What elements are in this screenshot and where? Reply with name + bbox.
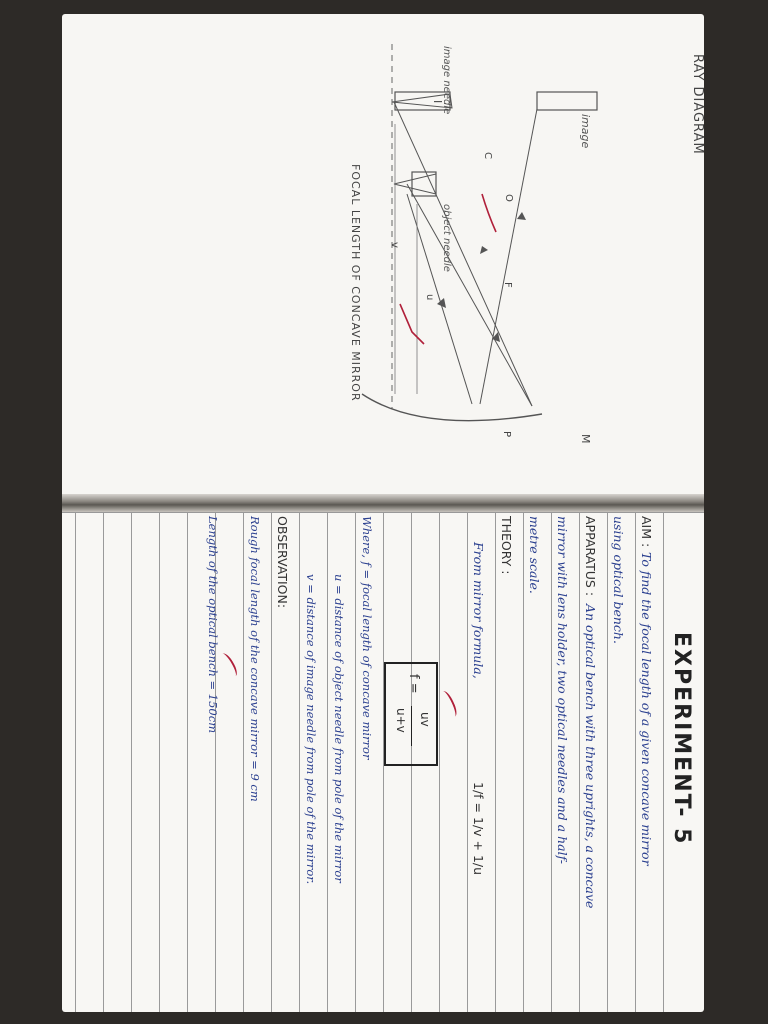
apparatus-text: An optical bench with three uprights, a concave — [583, 604, 598, 909]
caption-group — [349, 164, 362, 402]
experiment-heading: EXPERIMENT- 5 — [669, 632, 694, 846]
red-tick-2 — [400, 304, 424, 344]
top-page — [62, 14, 704, 494]
label-M: M — [579, 434, 592, 444]
observation-line-2: Length of the optical bench = 150cm — [206, 516, 220, 734]
observation-line-1: Rough focal length of the concave mirror = 9 cm — [248, 516, 262, 802]
arrow-1 — [517, 212, 526, 220]
object-needle — [394, 174, 436, 194]
formula-box — [384, 662, 438, 766]
object-needle-upright — [412, 172, 436, 196]
where-line-3: v = distance of image needle from pole of the mirror. — [304, 574, 318, 885]
notebook-spine — [62, 494, 704, 512]
where-line-2: u = distance of object needle from pole of the mirror — [332, 574, 346, 883]
label-image: image — [579, 114, 592, 149]
label-u: u — [424, 294, 435, 301]
label-object-needle: object needle — [441, 204, 452, 272]
boxed-numerator: uv — [418, 712, 432, 727]
aim-label: AIM : — [639, 516, 654, 548]
label-v: v — [389, 242, 400, 248]
theory-label: THEORY : — [499, 516, 514, 575]
image-upright — [537, 92, 597, 110]
ray-diagram-title: RAY DIAGRAM — [690, 54, 704, 155]
aim-text-2: using optical bench. — [611, 516, 626, 644]
theory-text: From mirror formula, — [471, 542, 486, 679]
apparatus-text-2: mirror with lens holder, two optical needles and a half- — [555, 516, 570, 865]
ray-diagram-title-group — [690, 54, 704, 155]
ray-2 — [394, 102, 532, 406]
red-tick-theory — [439, 689, 460, 719]
observation-label: OBSERVATION: — [275, 516, 290, 609]
label-F: F — [502, 282, 513, 288]
label-P: P — [501, 431, 512, 438]
label-O: O — [503, 194, 514, 202]
aim-text: To find the focal length of a given concave mirror — [639, 552, 654, 866]
where-line-1: Where, f = focal length of concave mirror — [360, 516, 374, 760]
bottom-page — [62, 512, 704, 1012]
diagram-caption: FOCAL LENGTH OF CONCAVE MIRROR — [349, 164, 362, 402]
label-image-needle: image needle — [441, 46, 452, 115]
red-tick-observation — [218, 651, 240, 679]
mirror-formula: 1/f = 1/v + 1/u — [471, 782, 486, 876]
concave-mirror — [362, 394, 542, 421]
ray-diagram — [62, 14, 704, 494]
boxed-denominator: u+v — [394, 708, 408, 733]
label-C: C — [482, 152, 493, 159]
arrow-3 — [480, 246, 488, 254]
boxed-f: f = — [406, 674, 421, 694]
red-tick-1 — [482, 194, 496, 232]
apparatus-label: APPARATUS : — [583, 516, 598, 597]
rotated-content — [62, 512, 704, 1012]
apparatus-text-3: metre scale. — [527, 516, 542, 594]
label-I: I — [431, 100, 444, 104]
